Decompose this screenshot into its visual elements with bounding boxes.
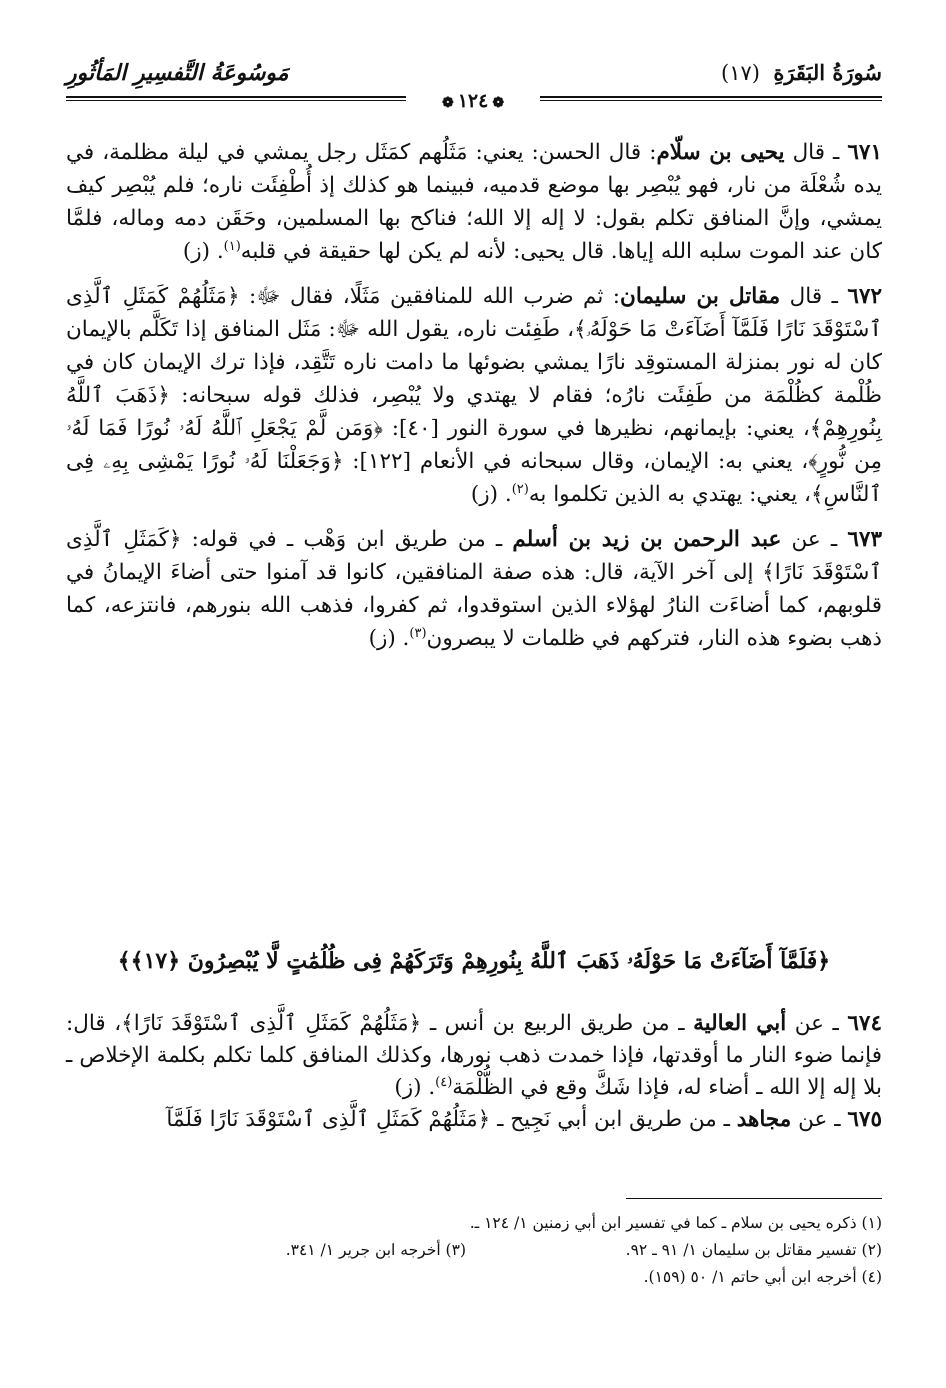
paragraph-number: ٦٧٣ — [847, 527, 882, 552]
surah-header — [721, 60, 882, 85]
paragraph-671 — [66, 136, 882, 268]
narrator-name: يحيى بن سلّام — [656, 140, 785, 165]
paragraph-text: ـ من طريق ابن أبي نَجِيح ـ ﴿مَثَلُهُمْ كَمَثَلِ ٱلَّذِى ٱسْتَوْقَدَ نَارًا فَلَمَّآ — [166, 1107, 730, 1132]
footnote-3: (٣) أخرجه ابن جرير ١/ ٣٤١. — [285, 1241, 466, 1259]
paragraph-tail: . (ز) — [182, 239, 224, 264]
footnotes — [66, 1210, 882, 1291]
narrator-name: أبي العالية — [693, 1011, 787, 1036]
page-number — [406, 88, 540, 114]
paragraph-tail: . (ز) — [368, 626, 410, 651]
footnote-separator — [626, 1198, 882, 1199]
narrator-name: عبد الرحمن بن زيد بن أسلم — [512, 527, 782, 552]
paragraph-intro: ـ عن — [798, 1107, 841, 1132]
main-text — [66, 136, 882, 667]
paragraph-number: ٦٧٥ — [847, 1107, 882, 1132]
paragraph-number: ٦٧١ — [847, 140, 882, 165]
paragraph-text: ـ من طريق الربيع بن أنس ـ ﴿مَثَلُهُمْ كَمَثَلِ ٱلَّذِى ٱسْتَوْقَدَ نَارًا﴾، قال: فإنما ضوء النار ما أوقدتها، فإذا خمدت ذهب نورها، وكذلك المنافق كلما تكلم بكلمة الإخلاص ـ بلا إله إلا الله ـ أضاء له، فإذا شَكَّ وقع في الظُّلْمَة — [66, 1011, 882, 1100]
ornament-icon: ❁ — [441, 95, 454, 111]
paragraph-text: ـ من طريق ابن وَهْب ـ في قوله: ﴿كَمَثَلِ ٱلَّذِى ٱسْتَوْقَدَ نَارًا﴾ إلى آخر الآية، قال: هذه صفة المنافقين، كانوا قد آمنوا حتى أضاءَ الإيمانُ في قلوبهم، كما أضاءَت النارُ لهؤلاء الذين استوقدوا، ثم كفروا، فذهب الله بنورهم، فانتزعه، كما ذهب بضوء هذه النار، فتركهم في ظلمات لا يبصرون — [66, 527, 882, 651]
paragraph-672 — [66, 280, 882, 511]
surah-name: سُورَةُ البَقَرَةِ — [773, 60, 882, 85]
footnote-1: (١) ذكره يحيى بن سلام ـ كما في تفسير ابن أبي زمنين ١/ ١٢٤ ـ. — [469, 1214, 882, 1232]
surah-verse-number: (١٧) — [721, 61, 760, 85]
paragraph-text: : ثم ضرب الله للمنافقين مَثَلًا، فقال ﷻ: ﴿مَثَلُهُمْ كَمَثَلِ ٱلَّذِى ٱسْتَوْقَدَ نَارًا فَلَمَّآ أَضَآءَتْ مَا حَوْلَهُۥ﴾، طَفِئت ناره، يقول الله ﷻ: مَثَل المنافق إذا تَكَلَّم بالإيمان كان له نور بمنزلة المستوقِد نارًا يمشي بضوئها ما دامت ناره تَتَّقِد، فإذا ترك الإيمان كان في ظُلْمة كظُلْمَة من طَفِئَت نارُه؛ فقام لا يهتدي ولا يُبْصِر، فذلك قوله سبحانه: ﴿ذَهَبَ ٱللَّهُ بِنُورِهِمْ﴾، يعني: بإيمانهم، نظيرها في سورة النور [٤٠]: ﴿وَمَن لَّمْ يَجْعَلِ ٱللَّهُ لَهُۥ نُورًا فَمَا لَهُۥ مِن نُّورٍ﴾، يعني به: الإيمان، وقال سبحانه في الأنعام [١٢٢]: ﴿وَجَعَلْنَا لَهُۥ نُورًا يَمْشِى بِهِۦ فِى ٱلنَّاسِ﴾، يعني: يهتدي به الذين تكلموا به — [66, 284, 883, 507]
paragraph-intro: ـ قال — [789, 284, 838, 309]
paragraph-673 — [66, 523, 882, 655]
quran-verse: ﴿فَلَمَّآ أَضَآءَتْ مَا حَوْلَهُۥ ذَهَبَ ٱللَّهُ بِنُورِهِمْ وَتَرَكَهُمْ فِى ظُلُمَٰتٍ لَّا يُبْصِرُونَ ﴿١٧﴾﴾ — [117, 948, 831, 974]
paragraph-number: ٦٧٤ — [847, 1011, 883, 1036]
footnote-4: (٤) أخرجه ابن أبي حاتم ١/ ٥٠ (١٥٩). — [643, 1268, 882, 1286]
paragraph-intro: ـ عن — [794, 1011, 839, 1036]
narrator-name: مجاهد — [736, 1107, 792, 1132]
paragraph-675 — [66, 1104, 882, 1136]
page-number-value: ١٢٤ — [457, 90, 489, 112]
paragraph-tail: . (ز) — [394, 1075, 436, 1100]
paragraph-674 — [66, 1008, 882, 1104]
footnote-ref[interactable]: (٤) — [435, 1074, 453, 1090]
footnote-ref[interactable]: (١) — [223, 238, 241, 254]
paragraph-number: ٦٧٢ — [847, 284, 883, 309]
paragraph-intro: ـ قال — [792, 140, 840, 165]
main-text-continued — [66, 1008, 882, 1136]
footnote-row — [66, 1210, 882, 1237]
book-title: مَوسُوعَةُ التَّفسِيرِ المَأثُورِ — [66, 60, 289, 86]
paragraph-intro: ـ عن — [791, 527, 838, 552]
footnote-ref[interactable]: (٣) — [409, 625, 427, 641]
paragraph-tail: . (ز) — [470, 482, 512, 507]
narrator-name: مقاتل بن سليمان — [620, 284, 781, 309]
paragraph-text: : قال الحسن: يعني: مَثَلُهم كمَثَل رجل يمشي في ليلة مظلمة، في يده شُعْلَة من نار، فهو يُبْصِر بها موضع قدميه، فبينما هو كذلك إذ أُطْفِئَت ناره؛ فلم يُبْصِر كيف يمشي، وإنَّ المنافق تكلم بقول: لا إله إلا الله؛ فناكح بها المسلمين، وحَقَن دمه وماله، فلمَّا كان عند الموت سلبه الله إياها. قال يحيى: لأنه لم يكن لها حقيقة في قلبه — [66, 140, 882, 264]
footnote-2: (٢) تفسير مقاتل بن سليمان ١/ ٩١ ـ ٩٢. — [625, 1241, 882, 1259]
footnote-row — [66, 1264, 882, 1291]
ornament-icon: ❁ — [492, 95, 505, 111]
footnote-ref[interactable]: (٢) — [511, 481, 529, 497]
footnote-row — [66, 1237, 882, 1264]
